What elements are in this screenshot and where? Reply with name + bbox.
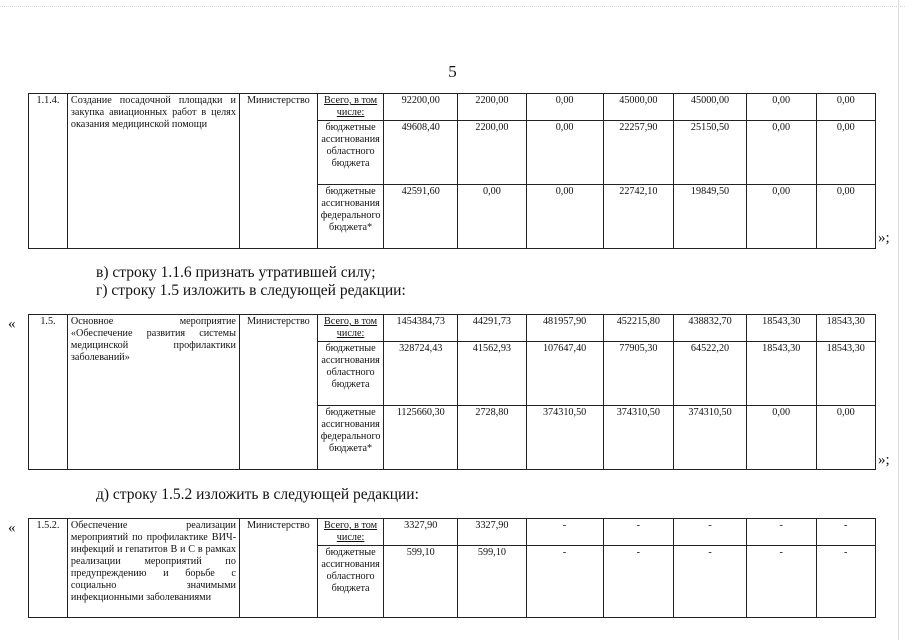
opening-quote-mark: « — [8, 520, 16, 536]
table-cell: 41562,93 — [458, 342, 527, 406]
table-cell: 45000,00 — [603, 94, 674, 121]
row-responsible: Министерство — [239, 315, 317, 470]
table-cell: 19849,50 — [674, 185, 747, 249]
instruction-g: г) строку 1.5 изложить в следующей редакции: — [96, 282, 406, 299]
closing-quote-mark: »; — [878, 452, 890, 468]
table-row — [29, 315, 876, 342]
table-cell: 3327,90 — [458, 519, 527, 546]
table-cell: - — [746, 519, 816, 546]
table-cell: 0,00 — [816, 185, 875, 249]
table-row — [29, 94, 876, 121]
table-cell: 328724,43 — [384, 342, 458, 406]
table-cell: - — [674, 519, 747, 546]
table-cell: 64522,20 — [674, 342, 747, 406]
table-cell: 0,00 — [746, 121, 816, 185]
table-cell: 107647,40 — [526, 342, 603, 406]
row-code: 1.1.4. — [29, 94, 68, 249]
table-cell: 18543,30 — [746, 315, 816, 342]
row-code: 1.5. — [29, 315, 68, 470]
table-cell: 45000,00 — [674, 94, 747, 121]
closing-quote-mark: »; — [878, 230, 890, 246]
page-number: 5 — [448, 62, 457, 81]
row-description: Обеспечение реализации мероприятий по профилактике ВИЧ-инфекций и гепатитов В и С в рамках реализации мероприятий по предупреждению и борьбе с социально значимыми инфекционными заболеваниями — [67, 519, 239, 618]
funding-category: бюджетные ассигнования федерального бюджета* — [317, 185, 384, 249]
table-cell: 374310,50 — [674, 406, 747, 470]
table-cell: 2200,00 — [458, 94, 527, 121]
table-cell: - — [603, 519, 674, 546]
table-cell: 0,00 — [526, 185, 603, 249]
table-row — [29, 519, 876, 546]
table-cell: 18543,30 — [816, 315, 875, 342]
table-cell: 44291,73 — [458, 315, 527, 342]
table-cell: 49608,40 — [384, 121, 458, 185]
table-cell: 0,00 — [816, 94, 875, 121]
table-cell: - — [746, 546, 816, 618]
table-cell: - — [526, 546, 603, 618]
row-code: 1.5.2. — [29, 519, 68, 618]
table-cell: 599,10 — [384, 546, 458, 618]
table-cell: 0,00 — [746, 94, 816, 121]
funding-category: бюджетные ассигнования областного бюджета — [317, 342, 384, 406]
table-cell: 374310,50 — [526, 406, 603, 470]
row-responsible: Министерство — [239, 94, 317, 249]
table-cell: - — [816, 546, 875, 618]
budget-table-1-1-4 — [28, 93, 876, 249]
table-cell: 0,00 — [746, 185, 816, 249]
scan-artifact-line — [0, 6, 905, 9]
row-description: Создание посадочной площадки и закупка авиационных работ в целях оказания медицинской помощи — [67, 94, 239, 249]
table-cell: - — [526, 519, 603, 546]
opening-quote-mark: « — [8, 316, 16, 332]
budget-table-1-5 — [28, 314, 876, 470]
table-cell: - — [603, 546, 674, 618]
funding-category: бюджетные ассигнования областного бюджета — [317, 546, 384, 618]
scan-edge-line — [898, 0, 899, 640]
table-cell: 1125660,30 — [384, 406, 458, 470]
table-cell: 452215,80 — [603, 315, 674, 342]
table-cell: 18543,30 — [746, 342, 816, 406]
funding-category: Всего, в том числе: — [317, 315, 384, 342]
budget-table-1-5-2 — [28, 518, 876, 618]
instruction-d: д) строку 1.5.2 изложить в следующей редакции: — [96, 486, 419, 503]
table-cell: 0,00 — [816, 406, 875, 470]
table-cell: 374310,50 — [603, 406, 674, 470]
table-cell: 3327,90 — [384, 519, 458, 546]
table-cell: 0,00 — [526, 94, 603, 121]
table-cell: 22257,90 — [603, 121, 674, 185]
table-cell: 0,00 — [458, 185, 527, 249]
table-cell: 22742,10 — [603, 185, 674, 249]
table-cell: 77905,30 — [603, 342, 674, 406]
table-cell: 481957,90 — [526, 315, 603, 342]
table-cell: - — [816, 519, 875, 546]
table-cell: 438832,70 — [674, 315, 747, 342]
table-cell: 18543,30 — [816, 342, 875, 406]
table-cell: 92200,00 — [384, 94, 458, 121]
table-cell: 0,00 — [816, 121, 875, 185]
instruction-v: в) строку 1.1.6 признать утратившей силу; — [96, 264, 376, 281]
table-cell: 2200,00 — [458, 121, 527, 185]
table-cell: 42591,60 — [384, 185, 458, 249]
row-responsible: Министерство — [239, 519, 317, 618]
table-cell: 2728,80 — [458, 406, 527, 470]
row-description: Основное мероприятие «Обеспечение развития системы медицинской профилактики заболеваний» — [67, 315, 239, 470]
table-cell: 0,00 — [746, 406, 816, 470]
funding-category: Всего, в том числе: — [317, 94, 384, 121]
table-cell: 1454384,73 — [384, 315, 458, 342]
table-cell: 0,00 — [526, 121, 603, 185]
table-cell: - — [674, 546, 747, 618]
funding-category: Всего, в том числе: — [317, 519, 384, 546]
funding-category: бюджетные ассигнования федерального бюджета* — [317, 406, 384, 470]
table-cell: 599,10 — [458, 546, 527, 618]
table-cell: 25150,50 — [674, 121, 747, 185]
funding-category: бюджетные ассигнования областного бюджета — [317, 121, 384, 185]
